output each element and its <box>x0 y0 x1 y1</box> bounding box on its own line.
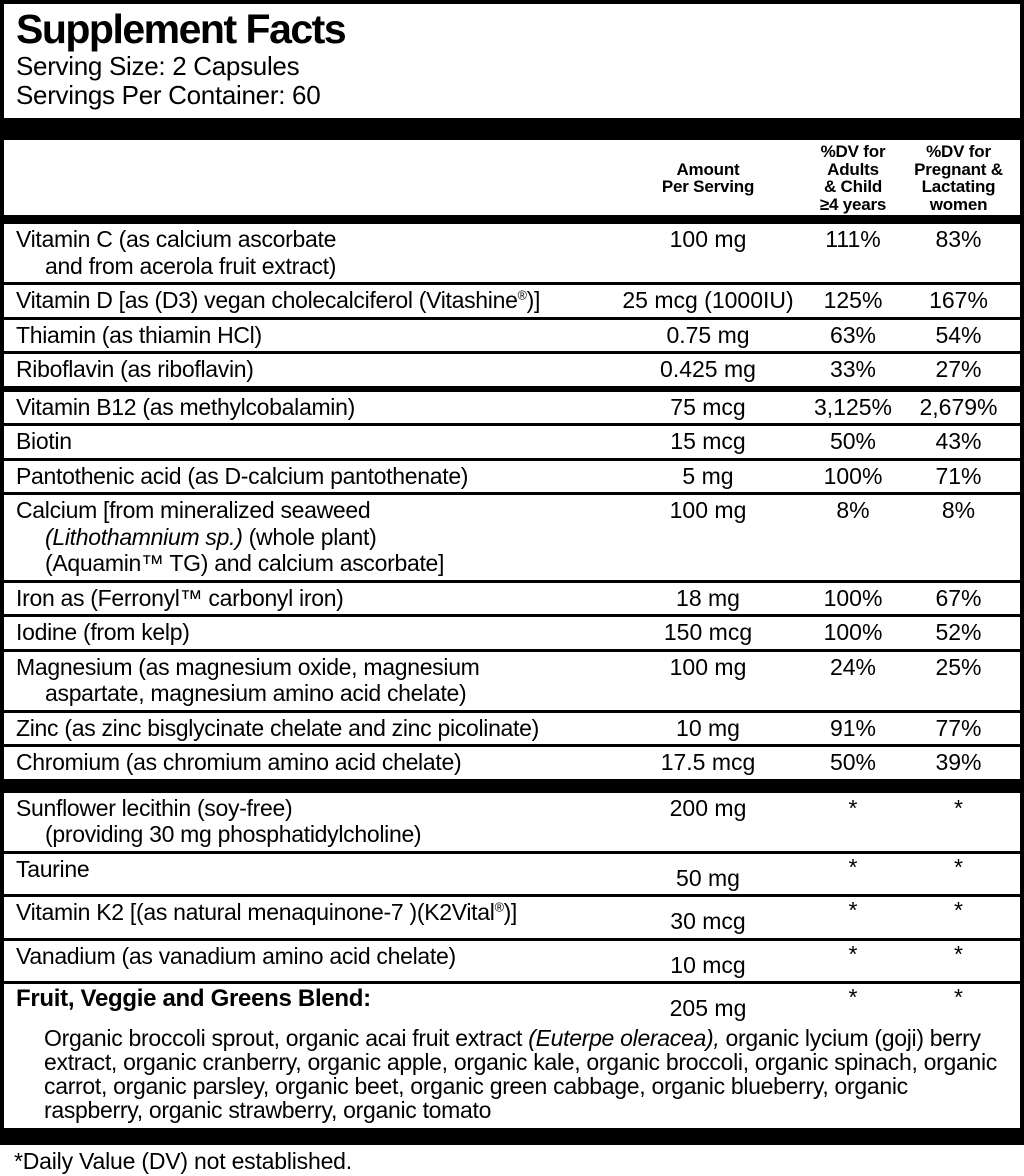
dv-adults-value: 50% <box>829 428 877 454</box>
header-line: & Child <box>823 177 883 196</box>
nutrient-name-line <box>16 986 613 1013</box>
nutrient-name-line <box>16 287 613 314</box>
dv-pregnant-value: 27% <box>935 356 982 382</box>
nutrient-name <box>16 585 613 612</box>
nutrient-name <box>16 899 613 926</box>
text-segment: organic lycium (goji) berry extract, organic cranberry, organic apple, organic kale, organic broccoli, organic spinach, organic carrot, organic parsley, organic beet, organic green cabbage, organic blueberry, organic raspberry, organic strawberry, organic tomato <box>44 1024 998 1123</box>
thick-divider-footer <box>4 1128 1020 1143</box>
dv-pregnant-value: 54% <box>935 321 982 348</box>
nutrient-name <box>16 463 613 490</box>
dv-pregnant-value: 77% <box>935 714 982 741</box>
dv-adults-value: 100% <box>823 584 883 611</box>
text-segment: Vitamin D [as (D3) vegan cholecalciferol (Vitashine <box>16 287 518 313</box>
text-segment: (providing 30 mg phosphatidylcholine) <box>45 821 422 847</box>
amount-per-serving-value: 205 mg <box>669 995 747 1021</box>
text-segment: Taurine <box>16 855 90 882</box>
blend-description <box>4 1025 1020 1128</box>
nutrient-name-line <box>16 524 613 551</box>
nutrient-name <box>16 287 613 314</box>
dv-pregnant-value: 25% <box>935 653 982 680</box>
daily-value-footnote: *Daily Value (DV) not established. <box>14 1147 352 1174</box>
amount-per-serving-value: 30 mcg <box>670 908 746 934</box>
table-row-iron <box>4 583 1020 615</box>
registered-mark: ® <box>517 288 527 303</box>
header-line: %DV for <box>820 142 886 161</box>
label-footer <box>4 1128 1020 1176</box>
dv-pregnant-value: 52% <box>935 619 982 645</box>
thick-divider-header <box>4 215 1020 224</box>
text-segment: Vitamin C (as calcium ascorbate <box>16 226 337 252</box>
label-header <box>4 4 1020 110</box>
dv-pregnant-value: 8% <box>941 497 976 523</box>
nutrient-name-line <box>16 394 613 421</box>
dv-adults-value: * <box>848 794 858 821</box>
dv-pregnant-value: 2,679% <box>919 393 998 420</box>
nutrient-name <box>16 497 613 577</box>
dv-adults-value: 100% <box>823 462 883 489</box>
text-segment: Calcium [from mineralized seaweed <box>16 497 371 523</box>
header-line: ≥4 years <box>819 194 887 214</box>
dv-pregnant-value: 83% <box>935 226 982 252</box>
thick-divider-top <box>4 118 1020 140</box>
text-segment: Zinc (as zinc bisglycinate chelate and zinc picolinate) <box>16 714 539 741</box>
nutrient-name-line <box>16 253 613 280</box>
table-row-vitamin-d <box>4 285 1020 317</box>
dv-adults-value: * <box>848 984 858 1010</box>
header-line: Pregnant & <box>914 159 1003 179</box>
column-header-row <box>4 140 1020 215</box>
dv-pregnant-value: * <box>954 897 963 923</box>
nutrient-name <box>16 356 613 383</box>
dv-adults-value: 50% <box>829 749 877 775</box>
dv-adults-value: 8% <box>836 497 870 523</box>
nutrient-name <box>16 619 613 646</box>
nutrient-name-line <box>16 680 613 707</box>
servings-per-container-line: Servings Per Container: 60 <box>16 80 321 110</box>
amount-per-serving-value: 10 mcg <box>670 951 746 978</box>
nutrient-name-line <box>16 356 613 383</box>
table-row-vanadium <box>4 941 1020 982</box>
dv-pregnant-value: 67% <box>935 584 982 611</box>
header-line: women <box>929 194 988 214</box>
nutrient-name-line <box>16 497 613 524</box>
registered-mark: ® <box>494 900 504 915</box>
nutrient-name <box>16 749 613 776</box>
amount-per-serving-value: 10 mg <box>676 714 740 741</box>
nutrient-name-line <box>16 856 613 883</box>
table-row-taurine <box>4 854 1020 895</box>
nutrient-name-line <box>16 463 613 490</box>
table-row-chromium <box>4 747 1020 779</box>
table-row-iodine <box>4 617 1020 649</box>
header-line: Adults <box>827 159 879 179</box>
text-segment: and from acerola fruit extract) <box>45 252 337 279</box>
nutrient-name-line <box>16 654 613 681</box>
italic-text: (Euterpe oleracea), <box>528 1024 720 1051</box>
nutrient-name <box>16 715 613 742</box>
text-segment: Thiamin (as thiamin HCl) <box>16 321 262 348</box>
dv-adults-value: 33% <box>829 356 877 382</box>
text-segment: Vanadium (as vanadium amino acid chelate) <box>16 942 456 969</box>
nutrient-name-line <box>16 943 613 970</box>
nutrient-name-line <box>16 226 613 253</box>
table-row-thiamin <box>4 320 1020 352</box>
table-row-pantothenic-acid <box>4 461 1020 493</box>
table-row-vitamin-c <box>4 224 1020 282</box>
text-segment: Fruit, Veggie and Greens Blend: <box>16 985 371 1012</box>
text-segment: Iron as (Ferronyl™ carbonyl iron) <box>16 584 344 611</box>
table-row-vitamin-k2 <box>4 897 1020 938</box>
nutrient-name <box>16 428 613 455</box>
dv-adults-value: 24% <box>829 653 877 680</box>
nutrient-name <box>16 986 613 1013</box>
dv-pregnant-value: 43% <box>935 428 982 454</box>
text-segment: aspartate, magnesium amino acid chelate) <box>45 680 467 706</box>
dv-pregnant-value: 167% <box>929 287 988 313</box>
nutrient-name-line <box>16 619 613 646</box>
text-segment: Vitamin K2 [(as natural menaquinone-7 )(K2Vital <box>16 899 495 925</box>
amount-per-serving-value: 100 mg <box>669 653 747 680</box>
header-col-amount <box>613 161 803 196</box>
table-row-fruit-veggie-greens-blend <box>4 984 1020 1025</box>
text-segment: Chromium (as chromium amino acid chelate) <box>16 749 462 775</box>
amount-per-serving-value: 18 mg <box>676 584 740 611</box>
header-line: Lactating <box>921 177 996 196</box>
dv-adults-value: 125% <box>823 287 883 313</box>
table-row-biotin <box>4 426 1020 458</box>
dv-adults-value: 111% <box>825 226 881 252</box>
text-segment: (whole plant) <box>242 523 377 550</box>
table-row-zinc <box>4 713 1020 745</box>
text-segment: Vitamin B12 (as methylcobalamin) <box>16 393 355 420</box>
nutrient-rows <box>4 224 1020 1128</box>
amount-per-serving-value: 100 mg <box>669 226 747 252</box>
nutrient-name <box>16 856 613 883</box>
nutrient-name-line <box>16 821 613 848</box>
nutrient-name-line <box>16 322 613 349</box>
text-segment: Biotin <box>16 428 72 454</box>
dv-pregnant-value: 39% <box>935 749 982 775</box>
nutrient-name-line <box>16 428 613 455</box>
nutrient-name <box>16 322 613 349</box>
amount-per-serving-value: 0.425 mg <box>660 356 756 382</box>
amount-per-serving-value: 100 mg <box>669 497 747 523</box>
label-title: Supplement Facts <box>16 6 346 52</box>
dv-pregnant-value: 71% <box>935 462 982 489</box>
dv-adults-value: * <box>848 940 858 967</box>
dv-pregnant-value: * <box>954 853 963 880</box>
nutrient-name-line <box>16 715 613 742</box>
row-separator <box>4 779 1020 793</box>
text-segment: Pantothenic acid (as D-calcium pantothenate) <box>16 462 469 489</box>
nutrient-name <box>16 943 613 970</box>
nutrient-name-line <box>16 899 613 926</box>
table-row-sunflower-lecithin <box>4 793 1020 851</box>
amount-per-serving-value: 75 mcg <box>670 393 746 420</box>
dv-adults-value: 100% <box>823 619 883 645</box>
dv-adults-value: * <box>848 897 858 923</box>
text-segment: Magnesium (as magnesium oxide, magnesium <box>16 653 480 680</box>
nutrient-name-line <box>16 550 613 577</box>
text-segment: Sunflower lecithin (soy-free) <box>16 794 293 821</box>
dv-adults-value: * <box>848 853 858 880</box>
text-segment: Iodine (from kelp) <box>16 619 190 645</box>
nutrient-name-line <box>16 795 613 822</box>
amount-per-serving-value: 17.5 mcg <box>660 749 756 775</box>
amount-per-serving-value: 50 mg <box>676 864 740 891</box>
nutrient-name-line <box>16 585 613 612</box>
header-col-dv-pregnant <box>903 143 1014 213</box>
amount-per-serving-value: 15 mcg <box>670 428 746 454</box>
header-line: Per Serving <box>661 177 755 196</box>
nutrient-name-line <box>16 749 613 776</box>
italic-text: (Lithothamnium sp.) <box>45 523 243 550</box>
amount-per-serving-value: 200 mg <box>669 794 747 821</box>
dv-pregnant-value: * <box>954 794 963 821</box>
text-segment: Riboflavin (as riboflavin) <box>16 356 254 382</box>
nutrient-name <box>16 795 613 848</box>
dv-pregnant-value: * <box>954 940 963 967</box>
amount-per-serving-value: 25 mcg (1000IU) <box>622 287 794 313</box>
header-col-dv-adults <box>803 143 903 213</box>
text-segment: (Aquamin™ TG) and calcium ascorbate] <box>45 550 445 576</box>
text-segment: )] <box>503 899 518 925</box>
header-line: %DV for <box>926 142 991 161</box>
amount-per-serving-value: 5 mg <box>682 462 734 489</box>
text-segment: )] <box>526 287 541 313</box>
nutrient-name <box>16 654 613 707</box>
table-row-vitamin-b12 <box>4 392 1020 424</box>
dv-adults-value: 63% <box>829 321 877 348</box>
header-line: Amount <box>676 159 740 179</box>
amount-per-serving-value: 0.75 mg <box>666 321 750 348</box>
serving-size-line: Serving Size: 2 Capsules <box>16 51 300 81</box>
table-row-calcium <box>4 495 1020 580</box>
nutrient-name <box>16 226 613 279</box>
nutrient-name <box>16 394 613 421</box>
amount-per-serving-value: 150 mcg <box>663 619 753 645</box>
table-row-magnesium <box>4 652 1020 710</box>
dv-adults-value: 3,125% <box>813 393 892 420</box>
dv-adults-value: 91% <box>829 714 877 741</box>
dv-pregnant-value: * <box>954 984 963 1010</box>
text-segment: Organic broccoli sprout, organic acai fruit extract <box>44 1024 529 1051</box>
table-row-riboflavin <box>4 354 1020 386</box>
